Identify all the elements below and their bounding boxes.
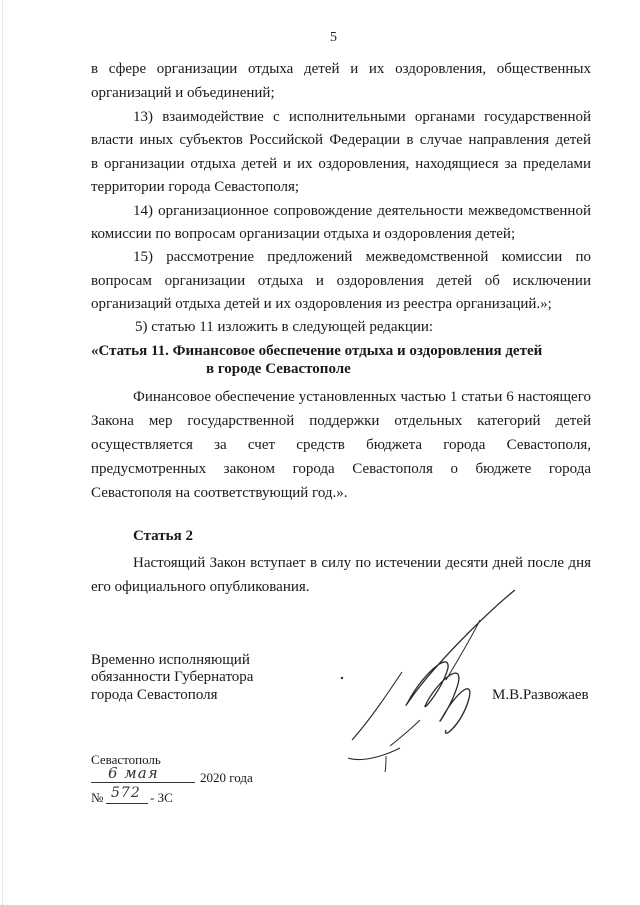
body-line-4: власти иных субъектов Российской Федерации в случае направления детей	[91, 132, 591, 148]
article2-line-1: Настоящий Закон вступает в силу по истечении десяти дней после дня	[133, 555, 591, 571]
signatory-title-3: города Севастополя	[91, 687, 218, 703]
article11-heading: «Статья 11. Финансовое обеспечение отдыха и оздоровления детей	[91, 343, 543, 359]
handwritten-signature	[330, 580, 550, 780]
article11-line-3: осуществляется за счет средств бюджета города Севастополя,	[91, 437, 591, 453]
article11-line-1: Финансовое обеспечение установленных частью 1 статьи 6 настоящего	[133, 389, 591, 405]
signatory-title-2: обязанности Губернатора	[91, 669, 254, 685]
signatory-name: М.В.Развожаев	[492, 687, 589, 703]
body-line-12: 5) статью 11 изложить в следующей редакции:	[135, 319, 434, 335]
body-line-8: комиссии по вопросам организации отдыха и оздоровления детей;	[91, 226, 516, 242]
article11-line-4: предусмотренных законом города Севастополя о бюджете города	[91, 461, 591, 477]
body-line-11: организаций отдыха детей и их оздоровления из реестра организаций.»;	[91, 296, 552, 312]
footer-year: 2020 года	[200, 770, 253, 785]
body-line-1: в сфере организации отдыха детей и их оздоровления, общественных	[91, 61, 591, 77]
article11-line-2: Закона мер государственной поддержки отдельных категорий детей	[91, 413, 591, 429]
scan-edge	[2, 0, 3, 905]
number-underline	[106, 803, 148, 804]
number-prefix: №	[91, 790, 104, 805]
article2-line-2: его официального опубликования.	[91, 579, 310, 595]
number-suffix: - ЗС	[150, 790, 173, 805]
date-underline	[91, 782, 195, 783]
handwritten-number: 572	[111, 785, 141, 801]
page-number: 5	[330, 30, 337, 45]
handwritten-date: 6 мая	[108, 764, 159, 782]
body-line-10: вопросам организации отдыха и оздоровления детей об исключении	[91, 273, 591, 289]
body-line-3: 13) взаимодействие с исполнительными органами государственной	[133, 109, 591, 125]
body-line-5: в организации отдыха детей и их оздоровления, находящиеся за пределами	[91, 156, 591, 172]
body-line-6: территории города Севастополя;	[91, 179, 300, 195]
body-line-7: 14) организационное сопровождение деятельности межведомственной	[133, 203, 591, 219]
footer-city: Севастополь	[91, 752, 161, 767]
article2-heading: Статья 2	[133, 528, 193, 544]
article11-heading-cont: в городе Севастополе	[206, 361, 351, 377]
body-line-9: 15) рассмотрение предложений межведомственной комиссии по	[133, 249, 591, 265]
body-line-2: организаций и объединений;	[91, 85, 275, 101]
signatory-title-1: Временно исполняющий	[91, 652, 250, 668]
article11-line-5: Севастополя на соответствующий год.».	[91, 485, 348, 501]
